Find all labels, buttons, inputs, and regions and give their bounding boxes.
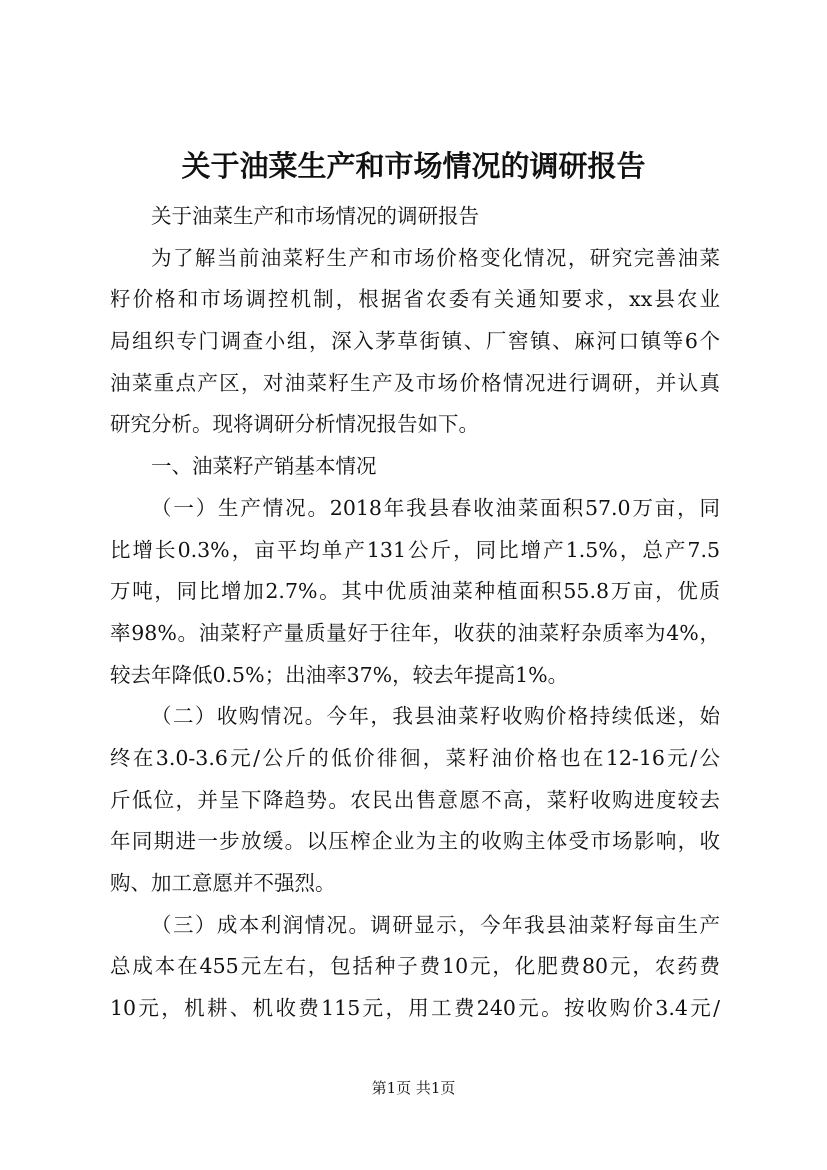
text-line: 局组织专门调查小组，深入茅草街镇、厂窖镇、麻河口镇等6个 bbox=[110, 329, 720, 354]
text-line: 终在3.0-3.6元/公斤的低价徘徊，菜籽油价格也在12-16元/公 bbox=[110, 745, 720, 770]
text-line: 一、油菜籽产销基本情况 bbox=[151, 454, 377, 479]
text-line: （一）生产情况。2018年我县春收油菜面积57.0万亩，同 bbox=[151, 495, 720, 520]
text-line: 率98%。油菜籽产量质量好于往年，收获的油菜籽杂质率为4%， bbox=[110, 620, 720, 645]
text-line: 油菜重点产区，对油菜籽生产及市场价格情况进行调研，并认真 bbox=[110, 370, 720, 395]
document-body bbox=[110, 196, 720, 1030]
text-line: （二）收购情况。今年，我县油菜籽收购价格持续低迷，始 bbox=[151, 704, 720, 729]
text-line: 关于油菜生产和市场情况的调研报告 bbox=[151, 204, 479, 228]
page-footer: 第1页 共1页 bbox=[371, 1079, 456, 1097]
text-line: 斤低位，并呈下降趋势。农民出售意愿不高，菜籽收购进度较去 bbox=[110, 787, 720, 812]
text-line: （三）成本利润情况。调研显示，今年我县油菜籽每亩生产 bbox=[151, 912, 720, 937]
document-title: 关于油菜生产和市场情况的调研报告 bbox=[181, 149, 646, 183]
text-line: 万吨，同比增加2.7%。其中优质油菜种植面积55.8万亩，优质 bbox=[110, 579, 720, 604]
text-line: 比增长0.3%，亩平均单产131公斤，同比增产1.5%，总产7.5 bbox=[110, 537, 720, 562]
text-line: 10元，机耕、机收费115元，用工费240元。按收购价3.4元/ bbox=[110, 996, 720, 1021]
text-line: 购、加工意愿并不强烈。 bbox=[110, 871, 336, 895]
text-line: 总成本在455元左右，包括种子费10元，化肥费80元，农药费 bbox=[110, 954, 720, 979]
text-line: 年同期进一步放缓。以压榨企业为主的收购主体受市场影响，收 bbox=[110, 829, 720, 854]
text-line: 较去年降低0.5%；出油率37%，较去年提高1%。 bbox=[110, 662, 569, 687]
text-line: 籽价格和市场调控机制，根据省农委有关通知要求，xx县农业 bbox=[110, 287, 720, 312]
text-line: 研究分析。现将调研分析情况报告如下。 bbox=[110, 412, 479, 437]
text-line: 为了解当前油菜籽生产和市场价格变化情况，研究完善油菜 bbox=[151, 245, 720, 270]
